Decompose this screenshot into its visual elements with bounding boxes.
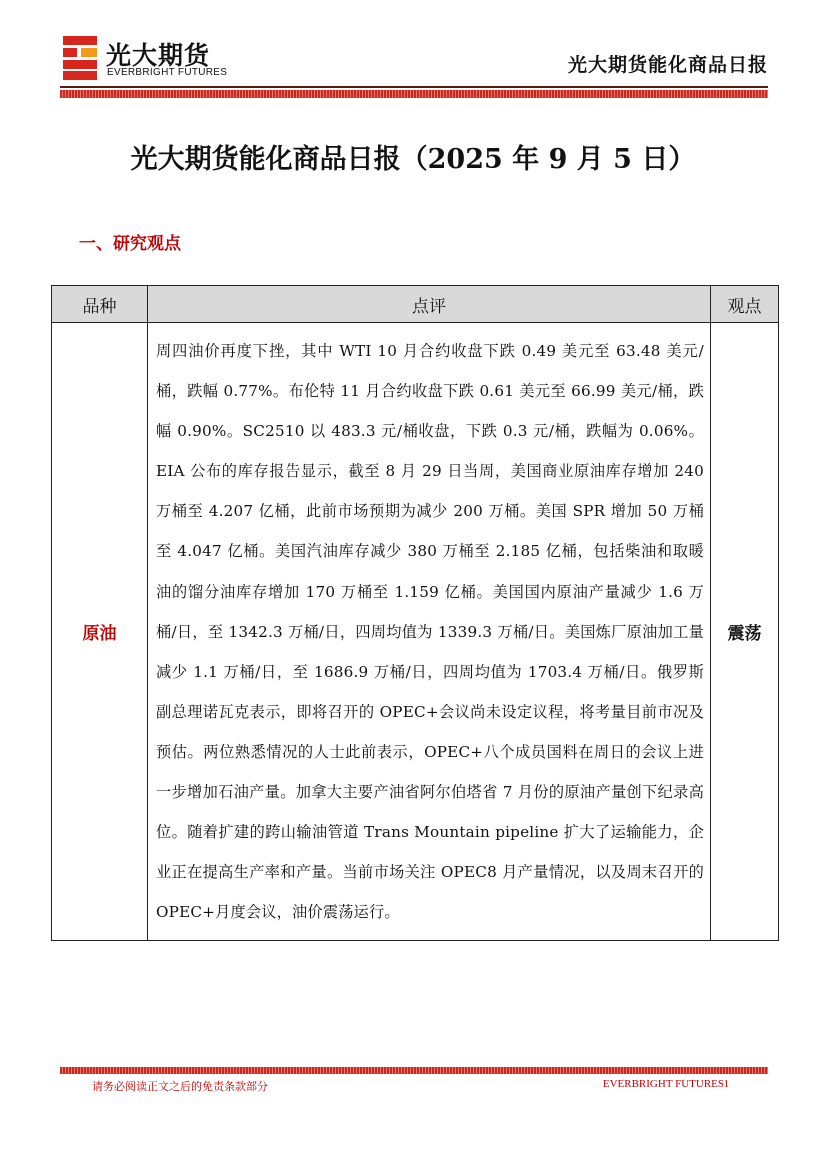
document-title: 光大期货能化商品日报（2025 年 9 月 5 日） <box>130 144 696 175</box>
footer-disclaimer: 请务必阅读正文之后的免责条款部分 <box>92 1080 268 1093</box>
comment-cell <box>148 323 711 941</box>
table-row <box>52 323 779 941</box>
footer-stripe <box>60 1067 768 1074</box>
header-divider <box>60 86 768 88</box>
everbright-logo-icon <box>62 36 98 80</box>
header-stripe <box>60 90 768 98</box>
column-header-product: 品种 <box>52 286 148 323</box>
column-header-view: 观点 <box>711 286 779 323</box>
footer-company: EVERBRIGHT FUTURES <box>602 1078 724 1090</box>
section-heading: 一、研究观点 <box>79 234 181 254</box>
logo-name-en: EVERBRIGHT FUTURES <box>107 67 228 78</box>
column-header-comment: 点评 <box>148 286 711 323</box>
research-table <box>51 285 779 941</box>
view-cell: 震荡 <box>711 323 779 941</box>
page-number: 1 <box>723 1078 729 1090</box>
header-title: 光大期货能化商品日报 <box>567 54 768 76</box>
logo-name-cn: 光大期货 <box>106 41 211 70</box>
company-logo <box>62 36 252 82</box>
table-header-row <box>52 286 779 323</box>
product-cell: 原油 <box>52 323 148 941</box>
comment-text: 周四油价再度下挫，其中 WTI 10 月合约收盘下跌 0.49 美元至 63.48 美元/桶，跌幅 0.77%。布伦特 11 月合约收盘下跌 0.61 美元至 66.99 美元/桶，跌幅 0.90%。SC2510 以 483.3 元/桶收盘，下跌 0.3 元/桶，跌幅为 0.06%。EIA 公布的库存报告显示，截至 8 月 29 日当周，美国商业原油库存增加 240 万桶至 4.207 亿桶，此前市场预期为减少 200 万桶。美国 SPR 增加 50 万桶至 4.047 亿桶。美国汽油库存减少 380 万桶至 2.185 亿桶，包括柴油和取暖油的馏分油库存增加 170 万桶至 1.159 亿桶。美国国内原油产量减少 1.6 万桶/日，至 1342.3 万桶/日，四周均值为 1339.3 万桶/日。美国炼厂原油加工量减少 1.1 万桶/日，至 1686.9 万桶/日，四周均值为 1703.4 万桶/日。俄罗斯副总理诺瓦克表示，即将召开的 OPEC+会议尚未设定议程，将考量目前市况及预估。两位熟悉情况的人士此前表示，OPEC+八个成员国料在周日的会议上进一步增加石油产量。加拿大主要产油省阿尔伯塔省 7 月份的原油产量创下纪录高位。随着扩建的跨山输油管道 Trans Mountain pipeline 扩大了运输能力，企业正在提高生产率和产量。当前市场关注 OPEC8 月产量情况，以及周末召开的 OPEC+月度会议，油价震荡运行。 <box>156 342 704 922</box>
